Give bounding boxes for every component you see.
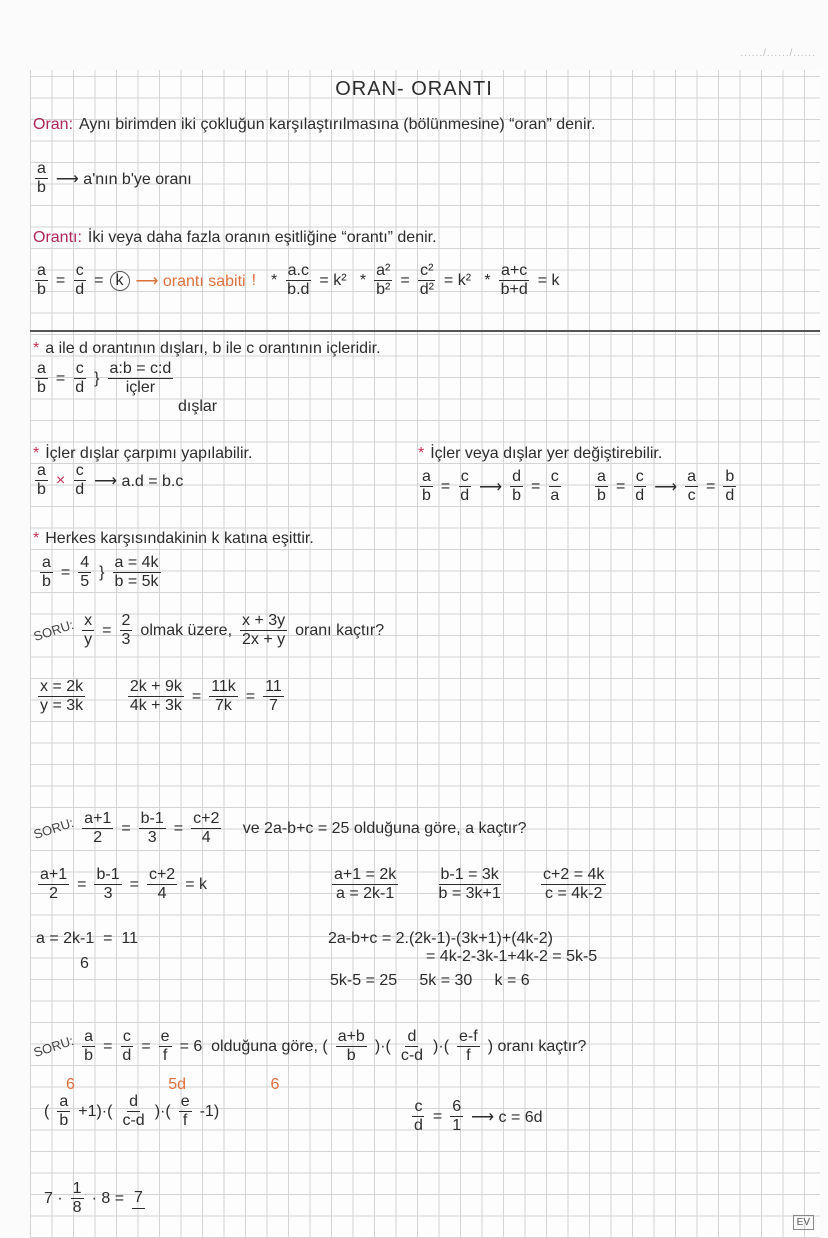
- fraction: [159, 1028, 172, 1066]
- numerator: a: [420, 468, 433, 487]
- denominator: a: [550, 487, 560, 505]
- fraction: [420, 468, 433, 506]
- numerator: a+b: [336, 1028, 367, 1047]
- section-divider: [30, 330, 820, 332]
- numerator: a²: [374, 262, 392, 281]
- text: 7 ·: [44, 1189, 63, 1207]
- denominator: c: [687, 487, 696, 505]
- numerator: 1: [71, 1180, 84, 1199]
- numerator: d: [510, 468, 523, 487]
- numerator: b-1: [139, 810, 166, 829]
- highlighted-text: *: [33, 340, 40, 357]
- fraction: [82, 1028, 95, 1066]
- text: =: [77, 875, 87, 893]
- fraction: [240, 612, 287, 650]
- numerator: 4: [78, 554, 91, 573]
- numerator: a: [35, 160, 48, 179]
- numerator: a: [57, 1093, 70, 1112]
- text: İki veya daha fazla oranın eşitliğine “orantı” denir.: [87, 229, 437, 246]
- fraction: [285, 262, 311, 300]
- highlighted-text: ⟶ orantı sabiti: [135, 272, 246, 290]
- text: 5k-5 = 25 5k = 30 k = 6: [330, 972, 530, 989]
- numerator: c+2: [147, 866, 177, 885]
- denominator: b = 3k+1: [438, 885, 501, 903]
- logo: EV: [793, 1215, 814, 1230]
- numerator: e: [159, 1028, 172, 1047]
- denominator: 4: [157, 885, 167, 903]
- denominator: d: [414, 1117, 423, 1135]
- text: ⟶: [479, 478, 503, 496]
- text: =: [531, 477, 541, 495]
- highlighted-text: Orantı:: [33, 229, 82, 246]
- numerator: a: [40, 554, 53, 573]
- text: Herkes karşısındakinin k katına eşittir.: [45, 530, 314, 547]
- numerator: e-f: [457, 1028, 480, 1047]
- highlighted-text: ×: [55, 471, 66, 489]
- yer-degistirme-equation: [418, 468, 738, 506]
- highlighted-text: k: [110, 271, 130, 291]
- text: [511, 876, 533, 894]
- denominator: 2: [93, 829, 103, 847]
- denominator: c-d: [122, 1112, 145, 1130]
- numerator: c: [121, 1028, 133, 1047]
- text: [406, 876, 428, 894]
- numerator: a: [82, 1028, 95, 1047]
- soru-3-step-1: [44, 1093, 219, 1131]
- numerator: c²: [418, 262, 435, 281]
- numerator: e: [179, 1093, 192, 1112]
- numerator: b: [723, 468, 736, 487]
- text: = k: [185, 875, 207, 893]
- soru-3-step-3: [44, 1180, 147, 1218]
- fraction: [332, 866, 398, 904]
- numerator: a: [35, 360, 48, 379]
- fraction: [113, 554, 161, 592]
- denominator: b: [84, 1047, 94, 1065]
- fraction: [685, 468, 698, 506]
- numerator: c: [74, 462, 86, 481]
- numerator: d: [127, 1093, 140, 1112]
- disler-icler-title: [33, 340, 381, 358]
- numerator: c: [549, 468, 561, 487]
- text: }: [99, 563, 105, 581]
- soru-2-note: [80, 955, 89, 973]
- text: a = 2k-1 = 11: [36, 930, 138, 947]
- fraction: [35, 360, 48, 398]
- fraction: [73, 462, 86, 500]
- numerator: 2k + 9k: [128, 678, 184, 697]
- fraction: [38, 866, 69, 904]
- denominator: d: [75, 379, 85, 397]
- fraction: [82, 612, 94, 650]
- text: =: [102, 621, 112, 639]
- highlighted-text: Oran:: [33, 116, 74, 133]
- fraction: [120, 1093, 146, 1131]
- text: İçler veya dışlar yer değiştirebilir.: [430, 445, 663, 462]
- denominator: 3: [103, 885, 113, 903]
- text: =: [400, 271, 410, 289]
- text: =: [60, 563, 71, 581]
- text: =: [55, 271, 66, 289]
- numerator: c: [74, 360, 86, 379]
- fraction: [437, 866, 503, 904]
- fraction: [82, 810, 113, 848]
- date-field: ....../....../......: [740, 48, 816, 59]
- fraction: [35, 262, 48, 300]
- numerator: b-1: [94, 866, 121, 885]
- soru-2-step-5: [330, 972, 530, 990]
- denominator: d²: [419, 281, 434, 299]
- numerator: a+1 = 2k: [332, 866, 398, 885]
- fraction: [147, 866, 177, 904]
- text: )·(: [374, 1037, 391, 1055]
- text: oranı kaçtır?: [295, 621, 385, 639]
- text: = 6 olduğuna göre, (: [179, 1037, 328, 1055]
- fraction: [73, 360, 86, 398]
- text: [93, 688, 120, 706]
- numerator: d: [405, 1028, 418, 1047]
- fraction: [120, 1028, 133, 1066]
- numerator: 11: [263, 678, 284, 697]
- denominator: 4: [201, 829, 211, 847]
- numerator: a:b = c:d: [108, 360, 174, 379]
- numerator: 11k: [209, 678, 238, 697]
- numerator: a = 4k: [113, 554, 161, 573]
- numerator: a+1: [82, 810, 113, 829]
- denominator: y = 3k: [40, 697, 84, 715]
- text: olmak üzere,: [140, 621, 233, 639]
- denominator: f: [162, 1047, 168, 1065]
- denominator: b: [42, 573, 51, 591]
- oranti-formulas: [33, 262, 560, 300]
- soru-2: [33, 810, 526, 848]
- denominator: d: [725, 487, 735, 505]
- denominator: 3: [121, 631, 131, 649]
- numerator: 2: [120, 612, 133, 631]
- text: +1)·(: [78, 1102, 113, 1120]
- highlighted-text: !: [251, 271, 257, 289]
- numerator: 7: [132, 1189, 145, 1208]
- soru-1: [33, 612, 384, 650]
- text: İçler dışlar çarpımı yapılabilir.: [45, 445, 253, 462]
- fraction: [73, 262, 86, 300]
- numerator: a: [595, 468, 608, 487]
- herkes-equation: [38, 554, 163, 592]
- text: =: [191, 687, 202, 705]
- fraction: [128, 678, 184, 716]
- fraction: [78, 554, 91, 592]
- numerator: 6: [450, 1098, 463, 1117]
- numerator: c: [634, 468, 646, 487]
- denominator: a = 2k-1: [336, 885, 395, 903]
- denominator: 7k: [215, 697, 232, 715]
- denominator: b+d: [500, 281, 528, 299]
- fraction: [336, 1028, 367, 1066]
- denominator: f: [466, 1047, 471, 1065]
- numerator: c+2 = 4k: [541, 866, 606, 885]
- fraction: [38, 678, 85, 716]
- soru-3-step-2: [410, 1098, 543, 1136]
- text: =: [245, 687, 256, 705]
- fraction: [374, 262, 392, 300]
- denominator: b: [37, 179, 46, 197]
- fraction: [510, 468, 523, 506]
- numerator: c: [412, 1098, 424, 1117]
- fraction: [35, 462, 48, 500]
- highlighted-text: *: [418, 445, 425, 462]
- oran-definition: [33, 116, 595, 134]
- denominator: c = 4k-2: [545, 885, 603, 903]
- soru-label: SORU:: [31, 617, 76, 645]
- soru-2-step-2: [36, 930, 138, 948]
- denominator: 3: [147, 829, 157, 847]
- fraction: [499, 262, 530, 300]
- denominator: c-d: [400, 1047, 424, 1065]
- fraction: [108, 360, 174, 398]
- text: =: [706, 477, 716, 495]
- fraction: [633, 468, 646, 506]
- numerator: a+c: [499, 262, 529, 281]
- fraction: [57, 1093, 70, 1131]
- fraction: [457, 1028, 480, 1066]
- text: [569, 478, 587, 496]
- numerator: c: [74, 262, 86, 281]
- numerator: a: [35, 262, 48, 281]
- soru-2-step-4: [426, 948, 597, 966]
- fraction: [263, 678, 284, 716]
- denominator: d: [460, 487, 470, 505]
- denominator: b: [422, 487, 431, 505]
- text: )·(: [154, 1102, 171, 1120]
- denominator: içler: [125, 379, 156, 397]
- text: 6: [80, 955, 89, 972]
- text: Aynı birimden iki çokluğun karşılaştırılmasına (bölünmesine) “oran” denir.: [79, 116, 596, 133]
- text: ⟶ a'nın b'ye oranı: [55, 170, 192, 188]
- denominator: b: [512, 487, 521, 505]
- fraction: [458, 468, 471, 506]
- numerator: a+1: [38, 866, 69, 885]
- text: 6 5d 6: [66, 1076, 280, 1093]
- fraction: [35, 160, 48, 198]
- denominator: d: [635, 487, 645, 505]
- text: = k: [537, 271, 560, 289]
- text: =: [173, 819, 184, 837]
- text: =: [440, 477, 451, 495]
- denominator: b: [346, 1047, 356, 1065]
- denominator: b: [37, 379, 46, 397]
- ratio-example: [33, 160, 192, 198]
- fraction: [450, 1098, 463, 1136]
- text: dışlar: [178, 398, 218, 415]
- text: ⟶ a.d = b.c: [94, 472, 184, 490]
- numerator: a: [685, 468, 698, 487]
- denominator: b: [37, 481, 46, 499]
- numerator: x + 3y: [240, 612, 287, 631]
- denominator: d: [75, 281, 85, 299]
- fraction: [209, 678, 238, 716]
- carpim-equation: [33, 462, 183, 500]
- denominator: 2x + y: [242, 631, 286, 649]
- soru-3-notes: [66, 1076, 279, 1094]
- soru-2-step-1: [36, 866, 207, 904]
- text: }: [94, 369, 100, 387]
- text: =: [615, 477, 626, 495]
- fraction: [179, 1093, 192, 1131]
- carpim-title: [33, 445, 252, 463]
- denominator: b = 5k: [114, 573, 159, 591]
- fraction: [139, 810, 166, 848]
- text: =: [141, 1037, 151, 1055]
- text: a ile d orantının dışları, b ile c orantının içleridir.: [45, 340, 381, 357]
- fraction: [94, 866, 121, 904]
- denominator: 4k + 3k: [129, 697, 182, 715]
- soru-label: SORU:: [31, 1033, 76, 1061]
- text: ) oranı kaçtır?: [487, 1037, 587, 1055]
- highlighted-text: *: [33, 530, 40, 547]
- fraction: [120, 612, 133, 650]
- text: ⟶ c = 6d: [471, 1108, 543, 1126]
- text: (: [44, 1102, 50, 1120]
- text: = 4k-2-3k-1+4k-2 = 5k-5: [426, 948, 598, 965]
- denominator: b: [597, 487, 606, 505]
- fraction: [132, 1189, 145, 1208]
- numerator: c+2: [191, 810, 221, 829]
- denominator: 8: [72, 1199, 82, 1217]
- denominator: 1: [452, 1117, 462, 1135]
- text: )·(: [433, 1037, 450, 1055]
- denominator: b: [59, 1112, 69, 1130]
- text: =: [121, 819, 131, 837]
- yer-degistirme-title: [418, 445, 662, 463]
- fraction: [412, 1098, 425, 1136]
- text: =: [432, 1107, 443, 1125]
- denominator: f: [182, 1112, 188, 1130]
- numerator: b-1 = 3k: [439, 866, 501, 885]
- fraction: [418, 262, 436, 300]
- fraction: [399, 1028, 425, 1066]
- denominator: b²: [376, 281, 391, 299]
- disler-label: [178, 398, 217, 416]
- soru-3: [33, 1028, 586, 1066]
- fraction: [595, 468, 608, 506]
- denominator: 2: [49, 885, 59, 903]
- numerator: a.c: [286, 262, 311, 281]
- text: ⟶: [654, 478, 678, 496]
- text: =: [94, 271, 104, 289]
- soru-2-step-1b: [330, 866, 608, 904]
- numerator: a: [35, 462, 48, 481]
- numerator: x: [82, 612, 94, 631]
- text: · 8 =: [91, 1189, 125, 1207]
- fraction: [71, 1180, 84, 1218]
- soru-label: SORU:: [31, 815, 76, 843]
- text: = k² *: [443, 271, 491, 289]
- denominator: y: [84, 631, 93, 649]
- text: ve 2a-b+c = 25 olduğuna göre, a kaçtır?: [229, 819, 527, 837]
- text: =: [103, 1037, 113, 1055]
- denominator: d: [75, 481, 85, 499]
- numerator: c: [459, 468, 471, 487]
- text: -1): [199, 1102, 220, 1120]
- text: =: [129, 875, 139, 893]
- soru-1-solution: [36, 678, 286, 716]
- denominator: 7: [268, 697, 278, 715]
- soru-2-step-3: [328, 930, 553, 948]
- denominator: b: [37, 281, 46, 299]
- fraction: [40, 554, 53, 592]
- denominator: 5: [80, 573, 90, 591]
- numerator: x = 2k: [38, 678, 85, 697]
- fraction: [191, 810, 221, 848]
- text: = k² *: [319, 271, 367, 289]
- denominator: d: [122, 1047, 132, 1065]
- herkes-title: [33, 530, 314, 548]
- text: =: [55, 369, 66, 387]
- fraction: [548, 468, 561, 506]
- fraction: [541, 866, 606, 904]
- fraction: [723, 468, 736, 506]
- disler-icler-equation: [33, 360, 175, 398]
- page-title: ORAN- ORANTI: [335, 78, 493, 100]
- text: 2a-b+c = 2.(2k-1)-(3k+1)+(4k-2): [328, 930, 553, 947]
- highlighted-text: *: [33, 445, 40, 462]
- denominator: b.d: [287, 281, 310, 299]
- text: *: [262, 271, 278, 289]
- oranti-definition: [33, 229, 437, 247]
